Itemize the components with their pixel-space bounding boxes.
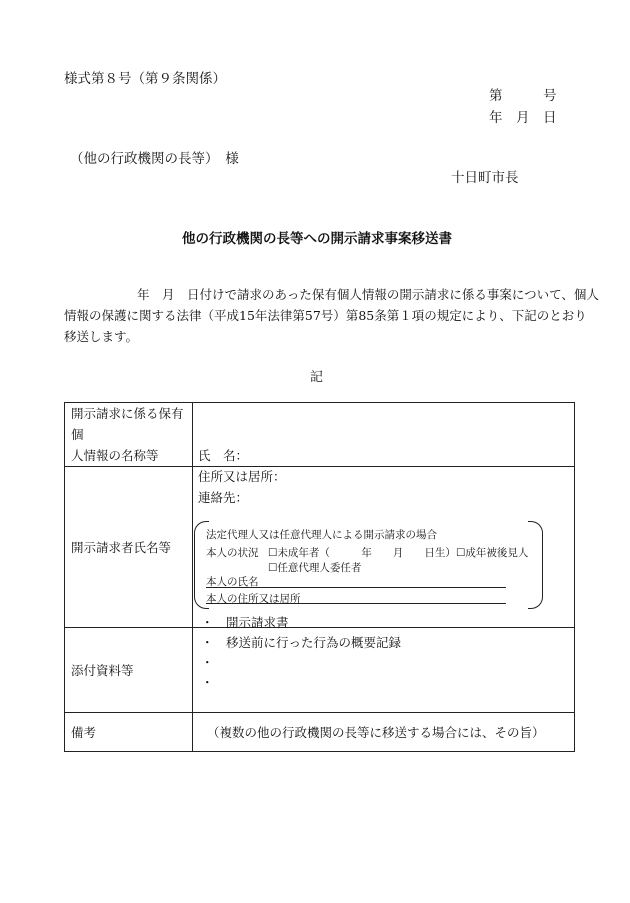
ki-heading: 記 [310,370,324,385]
attachment-item: ・ 移送前に行った行為の概要記録 [201,635,402,650]
body-line-1: 年 月 日付けで請求のあった保有個人情報の開示請求に係る事案について、個人 [112,287,599,302]
transfer-table [64,402,575,752]
document-date: 年 月 日 [489,110,557,126]
person-name-line [206,587,506,588]
document-number: 第 号 [489,88,557,104]
adult-guardian-checkbox[interactable]: ☐成年被後見人 [456,547,529,559]
person-name-label: 本人の氏名 [206,576,259,588]
attachments-label: 添付資料等 [71,662,134,678]
requester-address: 住所又は居所： [198,469,286,484]
remarks-label: 備考 [71,724,97,740]
document-title: 他の行政機関の長等への開示請求事案移送書 [182,231,452,247]
status-label: 本人の状況 [206,547,259,559]
attachment-item: ・ [201,675,214,690]
info-name-value [193,403,575,467]
attachment-item: ・ 開示請求書 [201,615,289,630]
form-label: 様式第８号（第９条関係） [64,71,226,87]
remarks-value: （複数の他の行政機関の長等に移送する場合には、その旨） [207,724,545,740]
table-row [65,713,575,752]
body-line-3: 移送します。 [64,329,139,344]
sender: 十日町市長 [451,170,519,186]
table-row [65,403,575,467]
person-address-label: 本人の住所又は居所 [206,593,301,605]
info-name-label-1: 開示請求に係る保有個 [71,406,184,442]
addressee: （他の行政機関の長等） 様 [70,151,239,167]
requester-label: 開示請求者氏名等 [71,539,172,555]
requester-contact: 連絡先： [198,490,249,505]
body-text [64,284,599,347]
requester-name: 氏 名： [198,448,249,463]
body-line-2: 情報の保護に関する法律（平成15年法律第57号）第85条第１項の規定により、下記のとおり [64,308,587,323]
info-name-label-2: 人情報の名称等 [71,448,159,463]
proxy-heading: 法定代理人又は任意代理人による開示請求の場合 [206,529,437,541]
minor-checkbox[interactable]: ☐未成年者（ 年 月 日生） [268,547,456,559]
proxy-bracket-right [528,521,543,609]
voluntary-proxy-checkbox[interactable]: ☐任意代理人委任者 [268,562,362,574]
attachment-item: ・ [201,655,214,670]
person-address-line [206,603,506,604]
